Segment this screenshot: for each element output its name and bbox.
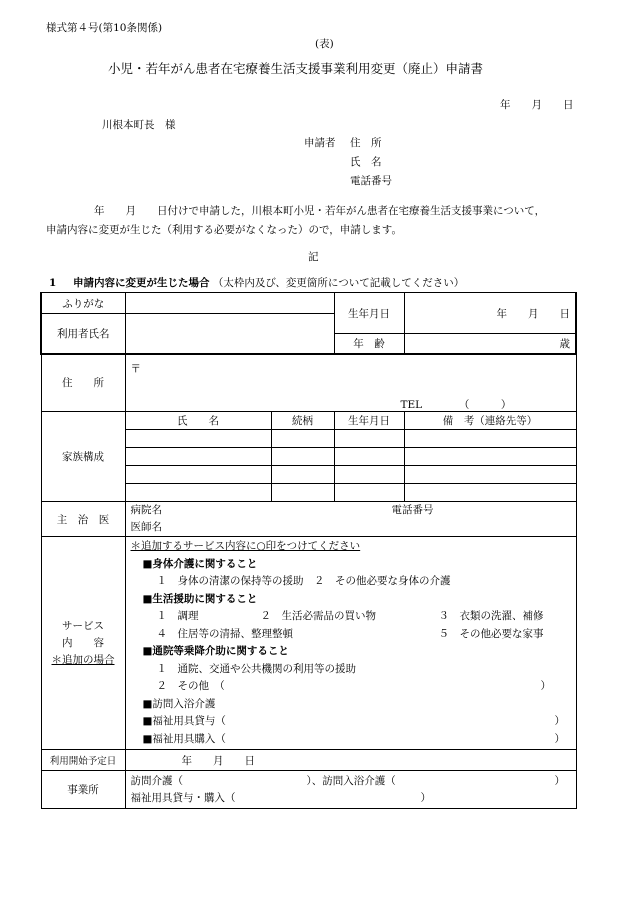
family-remarks-cell[interactable] (404, 484, 576, 502)
family-header-birthdate: 生年月日 (334, 412, 404, 430)
applicant-label: 申請者 (304, 137, 336, 149)
family-birthdate-cell[interactable] (334, 484, 404, 502)
life-item-cleaning[interactable]: ４ 住居等の清掃、整理整頓 (156, 627, 293, 640)
cat-bathing[interactable]: ■訪問入浴介護 (142, 697, 216, 710)
transport-other-label: ２ その他 （ (156, 680, 225, 692)
section-number: 1 (49, 277, 57, 289)
address-field[interactable] (125, 354, 576, 412)
service-label-line2: 内 容 (62, 636, 104, 649)
service-label-line3: ＊追加の場合 (51, 653, 115, 666)
family-header-relation: 続柄 (271, 412, 334, 430)
family-birthdate-cell[interactable] (334, 448, 404, 466)
family-relation-cell[interactable] (271, 466, 334, 484)
family-birthdate-cell[interactable] (334, 466, 404, 484)
start-date-field[interactable]: 年 月 日 (125, 750, 576, 771)
family-remarks-cell[interactable] (404, 430, 576, 448)
cat-life-support-row1 (131, 608, 571, 626)
cat-life-support-row2 (131, 626, 571, 644)
family-name-cell[interactable] (125, 484, 271, 502)
life-item-other-housework[interactable]: ５ その他必要な家事 (438, 627, 544, 640)
office-field[interactable] (125, 771, 576, 809)
applicant-phone-label: 電話番号 (350, 175, 392, 187)
family-header-name: 氏 名 (125, 412, 271, 430)
equipment-rental-label: ■福祉用具貸与（ (142, 715, 226, 727)
family-relation-cell[interactable] (271, 448, 334, 466)
service-note: ＊追加するサービス内容に○印をつけてください (130, 540, 361, 552)
tel-label: TEL （ ） (400, 398, 512, 411)
family-name-cell[interactable] (125, 430, 271, 448)
family-remarks-cell[interactable] (404, 466, 576, 484)
page-title: 小児・若年がん患者在宅療養生活支援事業利用変更（廃止）申請書 (108, 61, 484, 76)
service-field[interactable] (125, 537, 576, 750)
cat-transport-item1[interactable]: １ 通院、交通や公共機関の利用等の援助 (156, 662, 356, 675)
doctor-name-label: 医師名 (130, 521, 162, 533)
section-title: 申請内容に変更が生じた場合 (73, 277, 210, 289)
cat-equipment-purchase[interactable] (131, 731, 571, 749)
addressee: 川根本町長 様 (102, 119, 176, 131)
equipment-purchase-label: ■福祉用具購入（ (142, 732, 226, 745)
close-paren: ） (554, 732, 565, 745)
family-relation-cell[interactable] (271, 484, 334, 502)
hospital-label: 病院名 (130, 504, 162, 516)
doctor-field[interactable] (125, 502, 576, 537)
life-item-shopping[interactable]: ２ 生活必需品の買い物 (260, 610, 376, 622)
family-label: 家族構成 (41, 412, 125, 502)
close-paren: ） (420, 791, 431, 804)
service-label (41, 537, 125, 750)
family-name-cell[interactable] (125, 448, 271, 466)
furigana-field[interactable] (125, 293, 334, 314)
body-line-1: 年 月 日付けで申請した，川根本町小児・若年がん患者在宅療養生活支援事業について， (94, 205, 546, 217)
birthdate-label: 生年月日 (334, 293, 404, 334)
side-label: (表) (315, 38, 334, 50)
close-paren: ） (554, 715, 565, 727)
date-line: 年 月 日 (500, 99, 574, 111)
office-equipment-label: 福祉用具貸与・購入（ (130, 791, 236, 804)
close-paren: ） (540, 680, 551, 692)
office-bathing-label: ）、訪問入浴介護（ (306, 774, 396, 787)
section-note: （太枠内及び、変更箇所について記載してください） (212, 277, 465, 289)
office-label: 事業所 (41, 771, 125, 809)
service-label-line1: サービス (62, 619, 104, 632)
applicant-name-label: 氏 名 (350, 156, 382, 168)
life-item-cooking[interactable]: １ 調理 (156, 610, 199, 622)
family-header-remarks: 備 考（連絡先等） (404, 412, 576, 430)
office-line2 (131, 790, 571, 807)
user-name-field[interactable] (125, 314, 334, 354)
cat-life-support: ■生活援助に関すること (142, 592, 258, 605)
doctor-label: 主 治 医 (41, 502, 125, 537)
life-item-laundry[interactable]: ３ 衣類の洗濯、補修 (438, 610, 544, 622)
birthdate-field[interactable]: 年 月 日 (404, 293, 576, 334)
cat-equipment-rental[interactable] (131, 713, 571, 731)
postal-mark: 〒 (130, 362, 141, 375)
family-remarks-cell[interactable] (404, 448, 576, 466)
section-heading (49, 277, 464, 290)
start-date-label: 利用開始予定日 (41, 750, 125, 771)
user-name-label: 利用者氏名 (41, 314, 125, 354)
close-paren: ） (554, 774, 565, 787)
body-line-2: 申請内容に変更が生じた（利用する必要がなくなった）ので，申請します。 (46, 224, 402, 236)
family-name-cell[interactable] (125, 466, 271, 484)
cat-body-care-items[interactable]: １ 身体の清潔の保持等の援助 ２ その他必要な身体の介護 (156, 575, 451, 587)
address-label: 住 所 (41, 354, 125, 412)
age-label: 年 齢 (334, 334, 404, 354)
doctor-phone-label: 電話番号 (391, 504, 434, 516)
form-number: 様式第４号(第10条関係) (46, 22, 163, 34)
office-line1 (131, 773, 571, 790)
family-birthdate-cell[interactable] (334, 430, 404, 448)
family-relation-cell[interactable] (271, 430, 334, 448)
cat-transport-item2[interactable] (131, 678, 571, 696)
furigana-label: ふりがな (41, 293, 125, 314)
office-home-care-label: 訪問介護（ (130, 774, 183, 787)
cat-transport: ■通院等乗降介助に関すること (142, 645, 289, 657)
cat-body-care: ■身体介護に関すること (142, 557, 258, 570)
ki-label: 記 (308, 251, 319, 263)
age-field[interactable]: 歳 (404, 334, 576, 354)
applicant-address-label: 住 所 (350, 137, 382, 149)
application-form-table (40, 292, 577, 809)
